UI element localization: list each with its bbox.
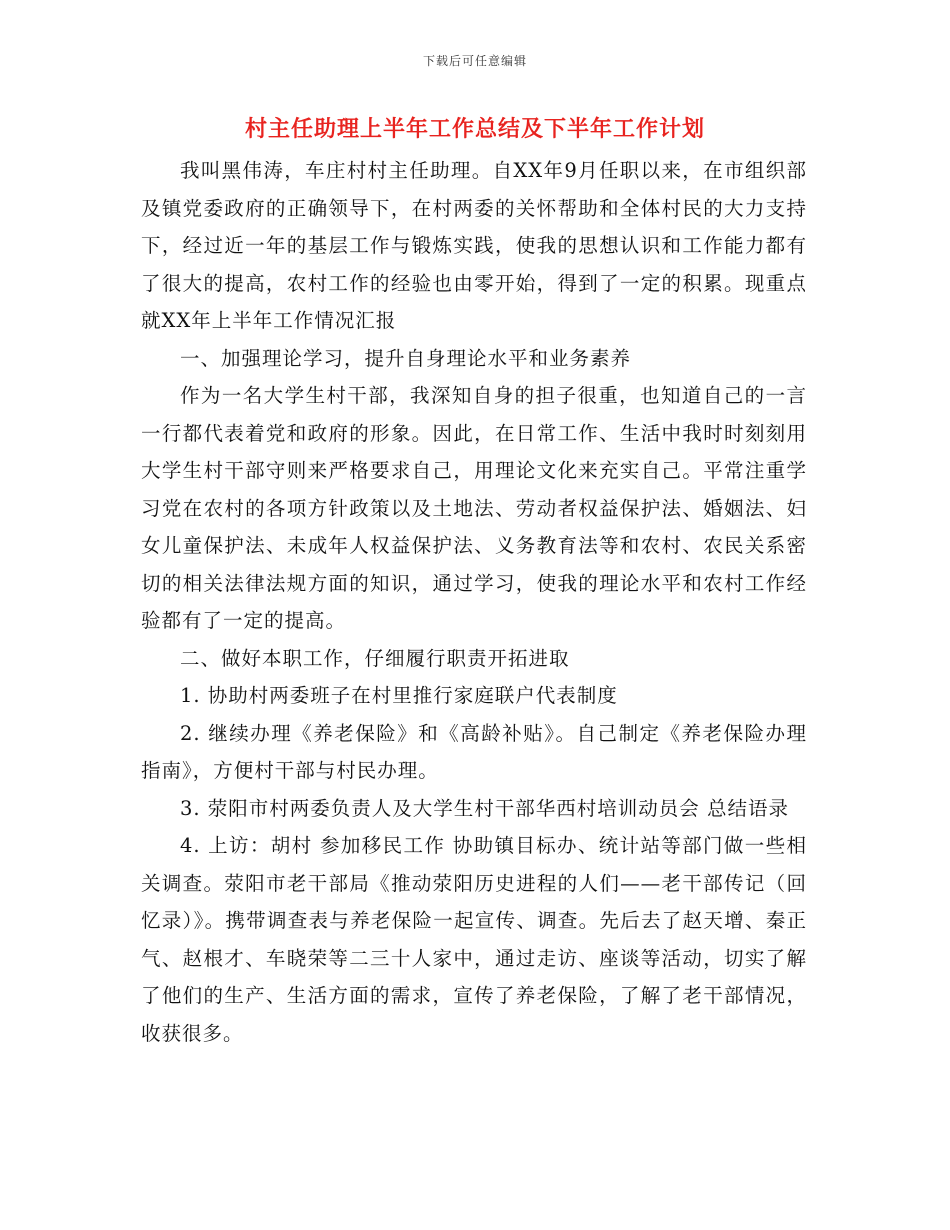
list-item-2: 2. 继续办理《养老保险》和《高龄补贴》。自己制定《养老保险办理指南》，方便村干部与村民办理。: [141, 721, 807, 782]
list-item-1: 1. 协助村两委班子在村里推行家庭联户代表制度: [180, 684, 618, 707]
list-item-3: 3. 荥阳市村两委负责人及大学生村干部华西村培训动员会 总结语录: [180, 796, 790, 820]
section-heading-1: 一、加强理论学习，提升自身理论水平和业务素养: [180, 346, 632, 370]
document-title: 村主任助理上半年工作总结及下半年工作计划: [244, 116, 705, 142]
document-body: [141, 152, 807, 1052]
paragraph-intro: 我叫黑伟涛，车庄村村主任助理。自XX年9月任职以来，在市组织部及镇党委政府的正确领导下，在村两委的关怀帮助和全体村民的大力支持下，经过近一年的基层工作与锻炼实践，使我的思想认识和工作能力都有了很大的提高，农村工作的经验也由零开始，得到了一定的积累。现重点就XX年上半年工作情况汇报: [141, 159, 807, 332]
paragraph-study: 作为一名大学生村干部，我深知自身的担子很重，也知道自己的一言一行都代表着党和政府的形象。因此，在日常工作、生活中我时时刻刻用大学生村干部守则来严格要求自己，用理论文化来充实自己。平常注重学习党在农村的各项方针政策以及土地法、劳动者权益保护法、婚姻法、妇女儿童保护法、未成年人权益保护法、义务教育法等和农村、农民关系密切的相关法律法规方面的知识，通过学习，使我的理论水平和农村工作经验都有了一定的提高。: [141, 384, 807, 632]
section-heading-2: 二、做好本职工作，仔细履行职责开拓进取: [180, 646, 570, 670]
header-note: 下载后可任意编辑: [422, 54, 527, 68]
list-item-4: 4. 上访：胡村 参加移民工作 协助镇目标办、统计站等部门做一些相关调查。荥阳市老干部局《推动荥阳历史进程的人们——老干部传记（回忆录）》。携带调查表与养老保险一起宣传、调查。先后去了赵天增、秦正气、赵根才、车晓荣等二三十人家中，通过走访、座谈等活动，切实了解了他们的生产、生活方面的需求，宣传了养老保险，了解了老干部情况，收获很多。: [141, 834, 807, 1045]
